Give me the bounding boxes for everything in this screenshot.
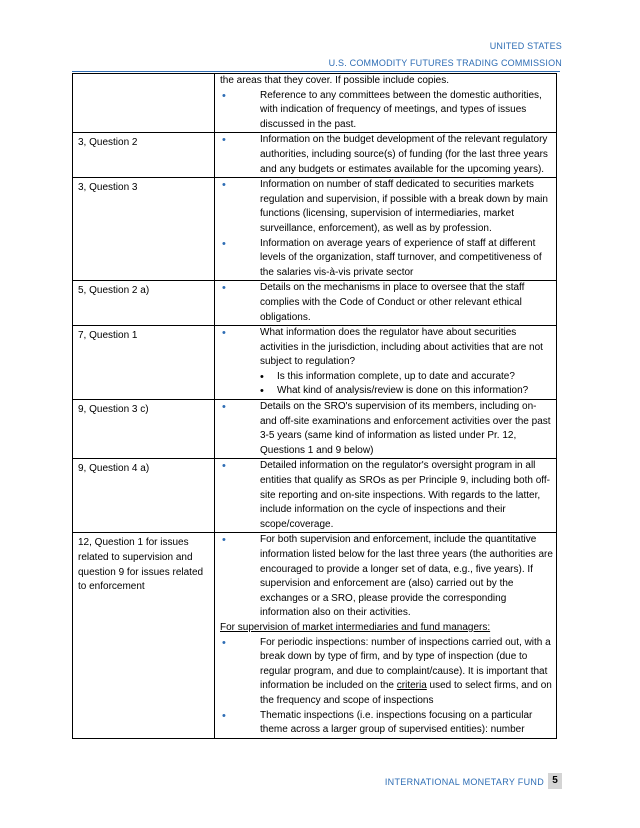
request-cell <box>215 459 557 533</box>
reference-cell <box>73 74 215 133</box>
request-cell <box>215 400 557 459</box>
request-cell <box>215 133 557 178</box>
list-item-text: For periodic inspections: number of inspections carried out, with a break down by type of firm, and by type of inspection (due to regular program, and due to complaint/cause). It is important that information be included on the <box>260 636 551 692</box>
reference-cell: 7, Question 1 <box>73 326 215 400</box>
table-row <box>73 178 557 281</box>
header-rule <box>72 71 560 72</box>
sub-list-item: • Is this information complete, up to date and accurate? <box>220 370 553 385</box>
reference-cell: 3, Question 2 <box>73 133 215 178</box>
table-row <box>73 133 557 178</box>
list-item <box>220 636 553 709</box>
list-item: • Details on the SRO's supervision of its members, including on- and off-site examinations and enforcement activities over the past 3-5 years (same kind of information as listed under Pr. 12, Questions 1 and 9 below) <box>220 400 553 458</box>
list-item: • Details on the mechanisms in place to oversee that the staff complies with the Code of Conduct or other relevant ethical obligations. <box>220 281 553 325</box>
table-row <box>73 400 557 459</box>
list-item: • Thematic inspections (i.e. inspections focusing on a particular theme across a larger group of supervised entities): number <box>220 709 553 738</box>
reference-cell: 12, Question 1 for issues related to supervision and question 9 for issues related to enforcement <box>73 533 215 738</box>
list-item: • For both supervision and enforcement, include the quantitative information listed below for the last three years (the authorities are encouraged to provide a longer set of data, e.g., five years). If supervision and enforcement are (also) carried out by the exchanges or a SRO, please provide the corresponding information also on their activities. <box>220 533 553 621</box>
table-row <box>73 281 557 326</box>
request-cell <box>215 326 557 400</box>
request-cell <box>215 533 557 738</box>
header-country: UNITED STATES <box>489 41 562 51</box>
reference-cell: 5, Question 2 a) <box>73 281 215 326</box>
list-item-text: used to select firms, and on the frequency and scope of inspections <box>260 680 552 706</box>
request-cell <box>215 74 557 133</box>
list-item: • Information on number of staff dedicated to securities markets regulation and supervision, if possible with a break down by main functions (licensing, supervision of intermediaries, market surveillance, enforcement), as well as by profession. <box>220 178 553 236</box>
reference-cell: 3, Question 3 <box>73 178 215 281</box>
table-row <box>73 74 557 133</box>
request-cell <box>215 178 557 281</box>
list-item: • Detailed information on the regulator's oversight program in all entities that qualify as SROs as per Principle 9, including both off-site reporting and on-site inspections. With regards to the latter, include information on the cycle of inspections and their scope/coverage. <box>220 459 553 532</box>
table-row <box>73 459 557 533</box>
table-row <box>73 533 557 738</box>
sub-list-item: • What kind of analysis/review is done on this information? <box>220 384 553 399</box>
page-number: 5 <box>548 773 562 789</box>
table-row <box>73 326 557 400</box>
list-item: • What information does the regulator have about securities activities in the jurisdiction, including about activities that are not subject to regulation? <box>220 326 553 370</box>
list-item: • Information on the budget development of the relevant regulatory authorities, including source(s) of funding (for the last three years and any budgets or estimates available for the upcoming years). <box>220 133 553 177</box>
reference-cell: 9, Question 4 a) <box>73 459 215 533</box>
criteria-underlined-text: criteria <box>396 680 427 692</box>
list-item: • Information on average years of experience of staff at different levels of the organization, staff turnover, and competitiveness of the salaries vis-à-vis private sector <box>220 237 553 281</box>
footer-organization: INTERNATIONAL MONETARY FUND <box>384 777 544 787</box>
list-item: • Reference to any committees between the domestic authorities, with indication of frequency of meetings, and types of issues discussed in the past. <box>220 89 553 133</box>
request-cell <box>215 281 557 326</box>
header-agency: U.S. COMMODITY FUTURES TRADING COMMISSION <box>328 58 562 68</box>
reference-cell: 9, Question 3 c) <box>73 400 215 459</box>
continued-text: the areas that they cover. If possible include copies. <box>220 75 450 86</box>
section-heading: For supervision of market intermediaries and fund managers: <box>220 621 491 633</box>
information-request-table <box>72 73 557 739</box>
